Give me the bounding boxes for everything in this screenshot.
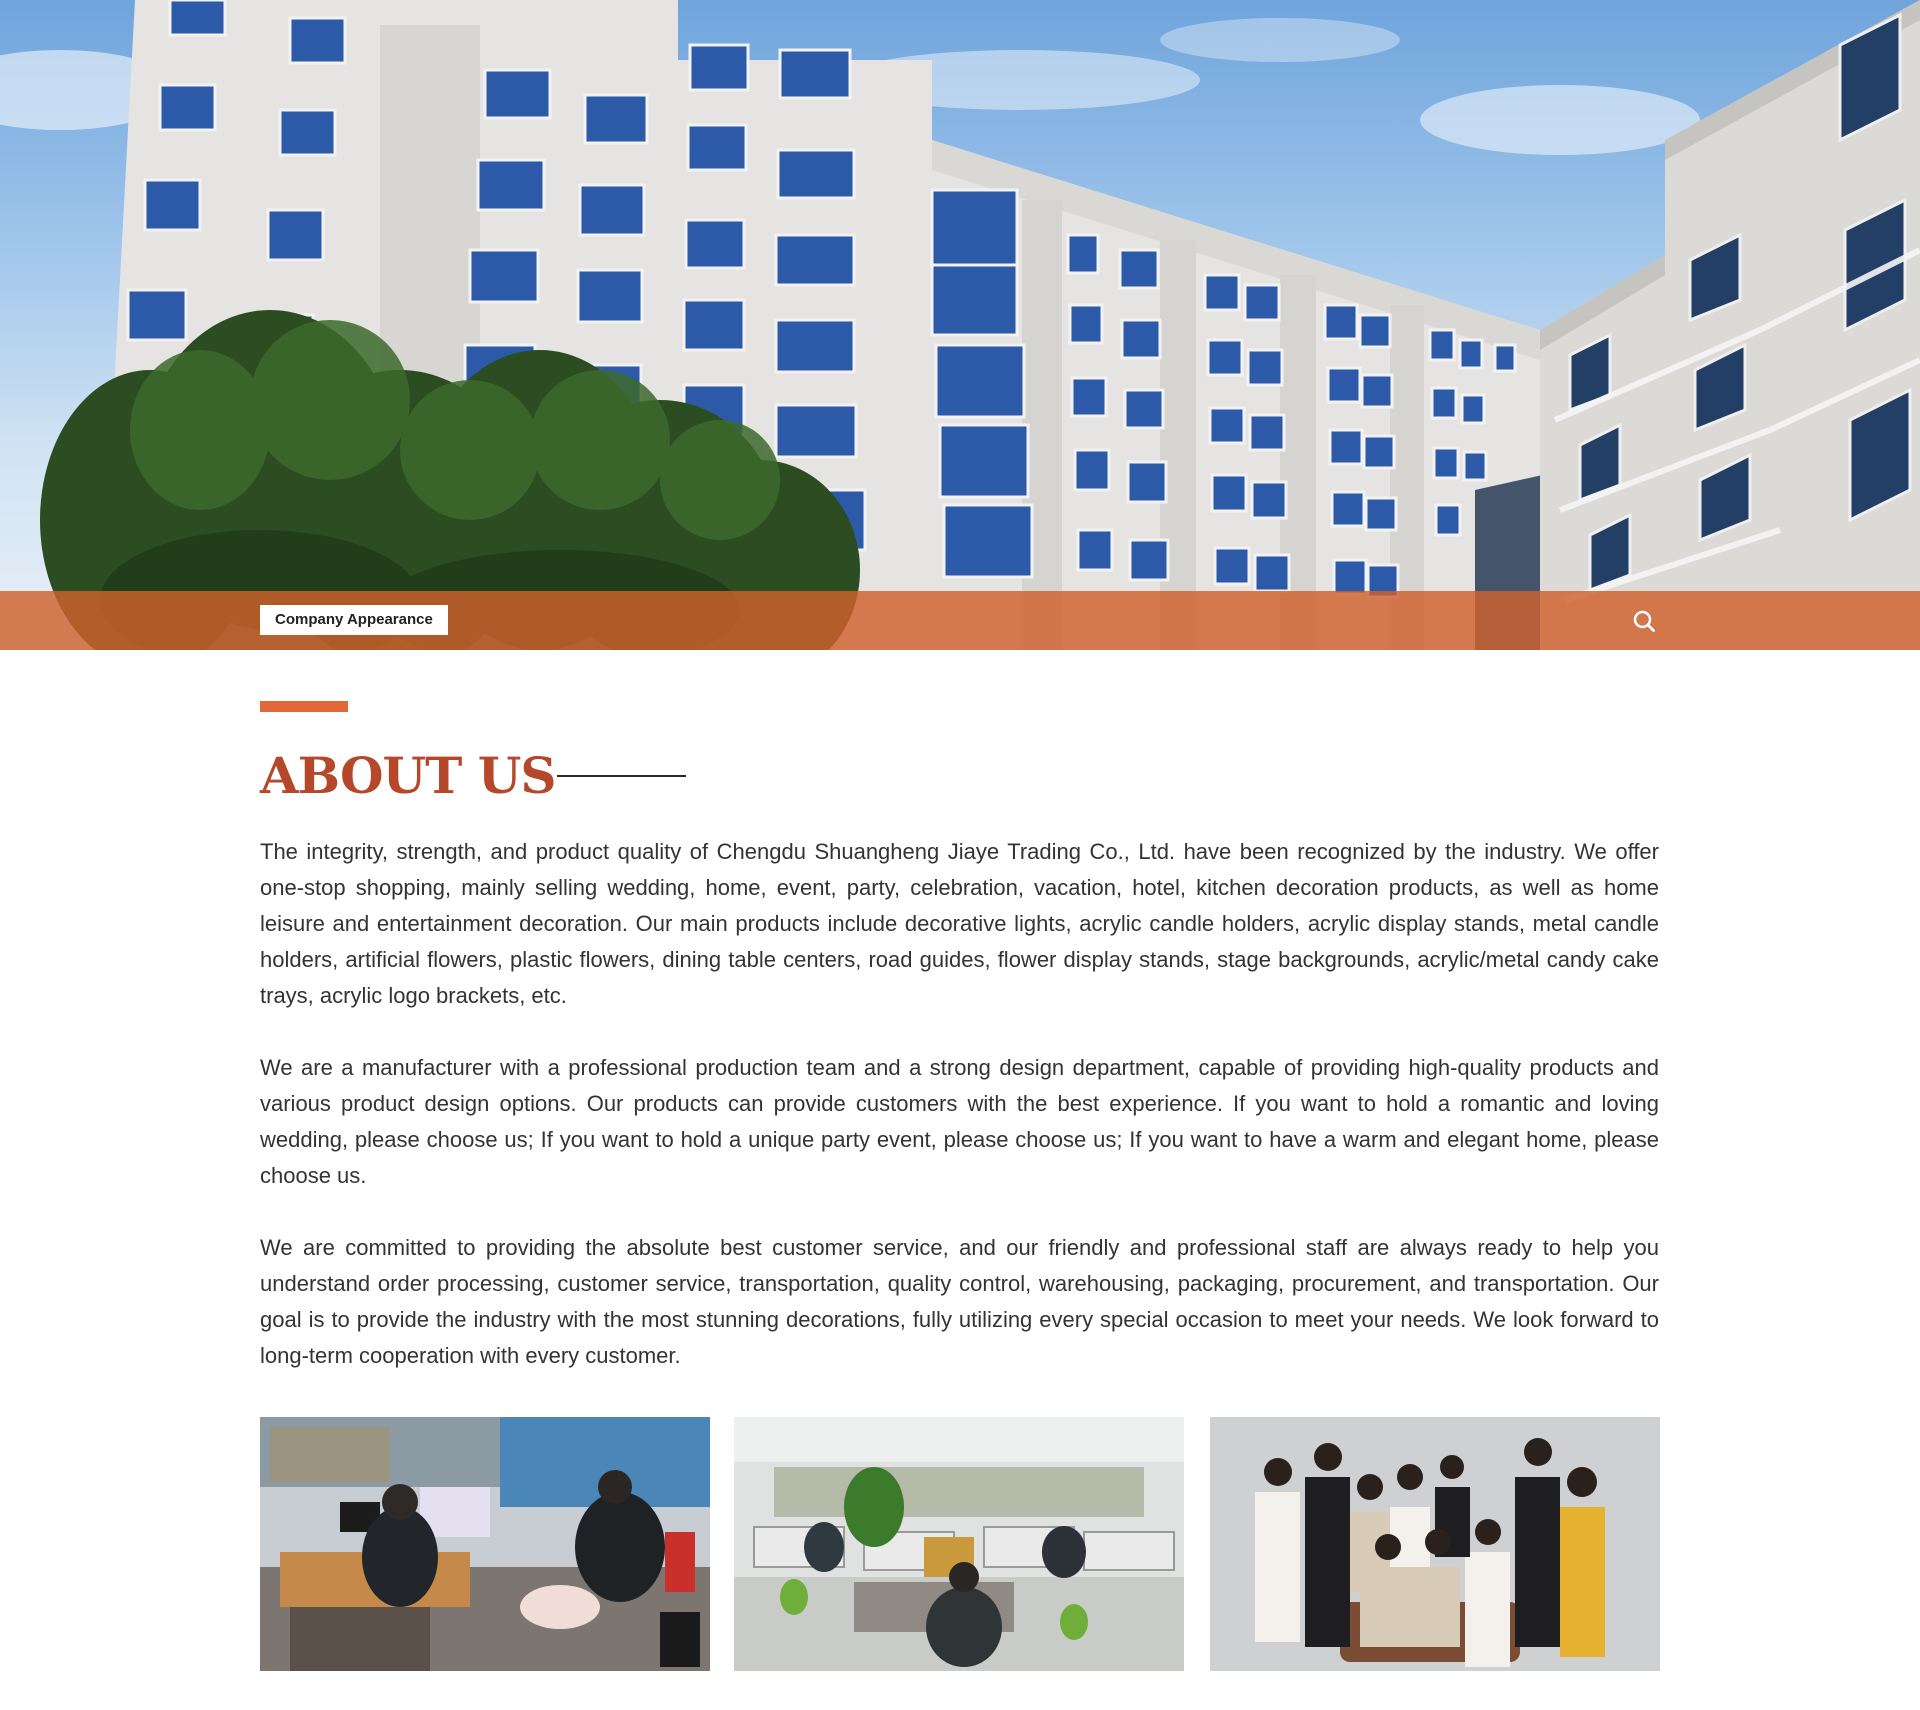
about-title: ABOUT US	[260, 746, 556, 805]
about-paragraph: The integrity, strength, and product quality of Chengdu Shuangheng Jiaye Trading Co., Ltd. have been recognized by the industry. We offer one-stop shopping, mainly selling wedding, home, event, party, celebration, vacation, hotel, kitchen decoration products, as well as home leisure and entertainment decoration. Our main products include decorative lights, acrylic candle holders, acrylic display stands, metal candle holders, artificial flowers, plastic flowers, dining table centers, road guides, flower display stands, stage backgrounds, acrylic/metal candy cake trays, acrylic logo brackets, etc.	[260, 839, 1659, 1008]
hero-caption: Company Appearance	[260, 605, 448, 635]
hero-banner	[0, 0, 1920, 650]
company-building-photo	[0, 0, 1920, 650]
about-paragraph: We are a manufacturer with a professional production team and a strong design department, capable of providing high-quality products and various product design options. Our products can provide customers with the best experience. If you want to hold a romantic and loving wedding, please choose us; If you want to hold a unique party event, please choose us; If you want to have a warm and elegant home, please choose us.	[260, 1055, 1659, 1188]
team-photo[interactable]	[1210, 1417, 1660, 1671]
office-photo-1[interactable]	[260, 1417, 710, 1671]
about-paragraph: We are committed to providing the absolute best customer service, and our friendly and professional staff are always ready to help you understand order processing, customer service, transportation, quality control, warehousing, packaging, procurement, and transportation. Our goal is to provide the industry with the most stunning decorations, fully utilizing every special occasion to meet your needs. We look forward to long-term cooperation with every customer.	[260, 1235, 1659, 1368]
search-icon[interactable]	[1632, 609, 1656, 633]
office-photo-2[interactable]	[734, 1417, 1184, 1671]
title-divider	[557, 775, 686, 777]
about-text	[260, 834, 1659, 1410]
title-accent-bar	[260, 701, 348, 712]
